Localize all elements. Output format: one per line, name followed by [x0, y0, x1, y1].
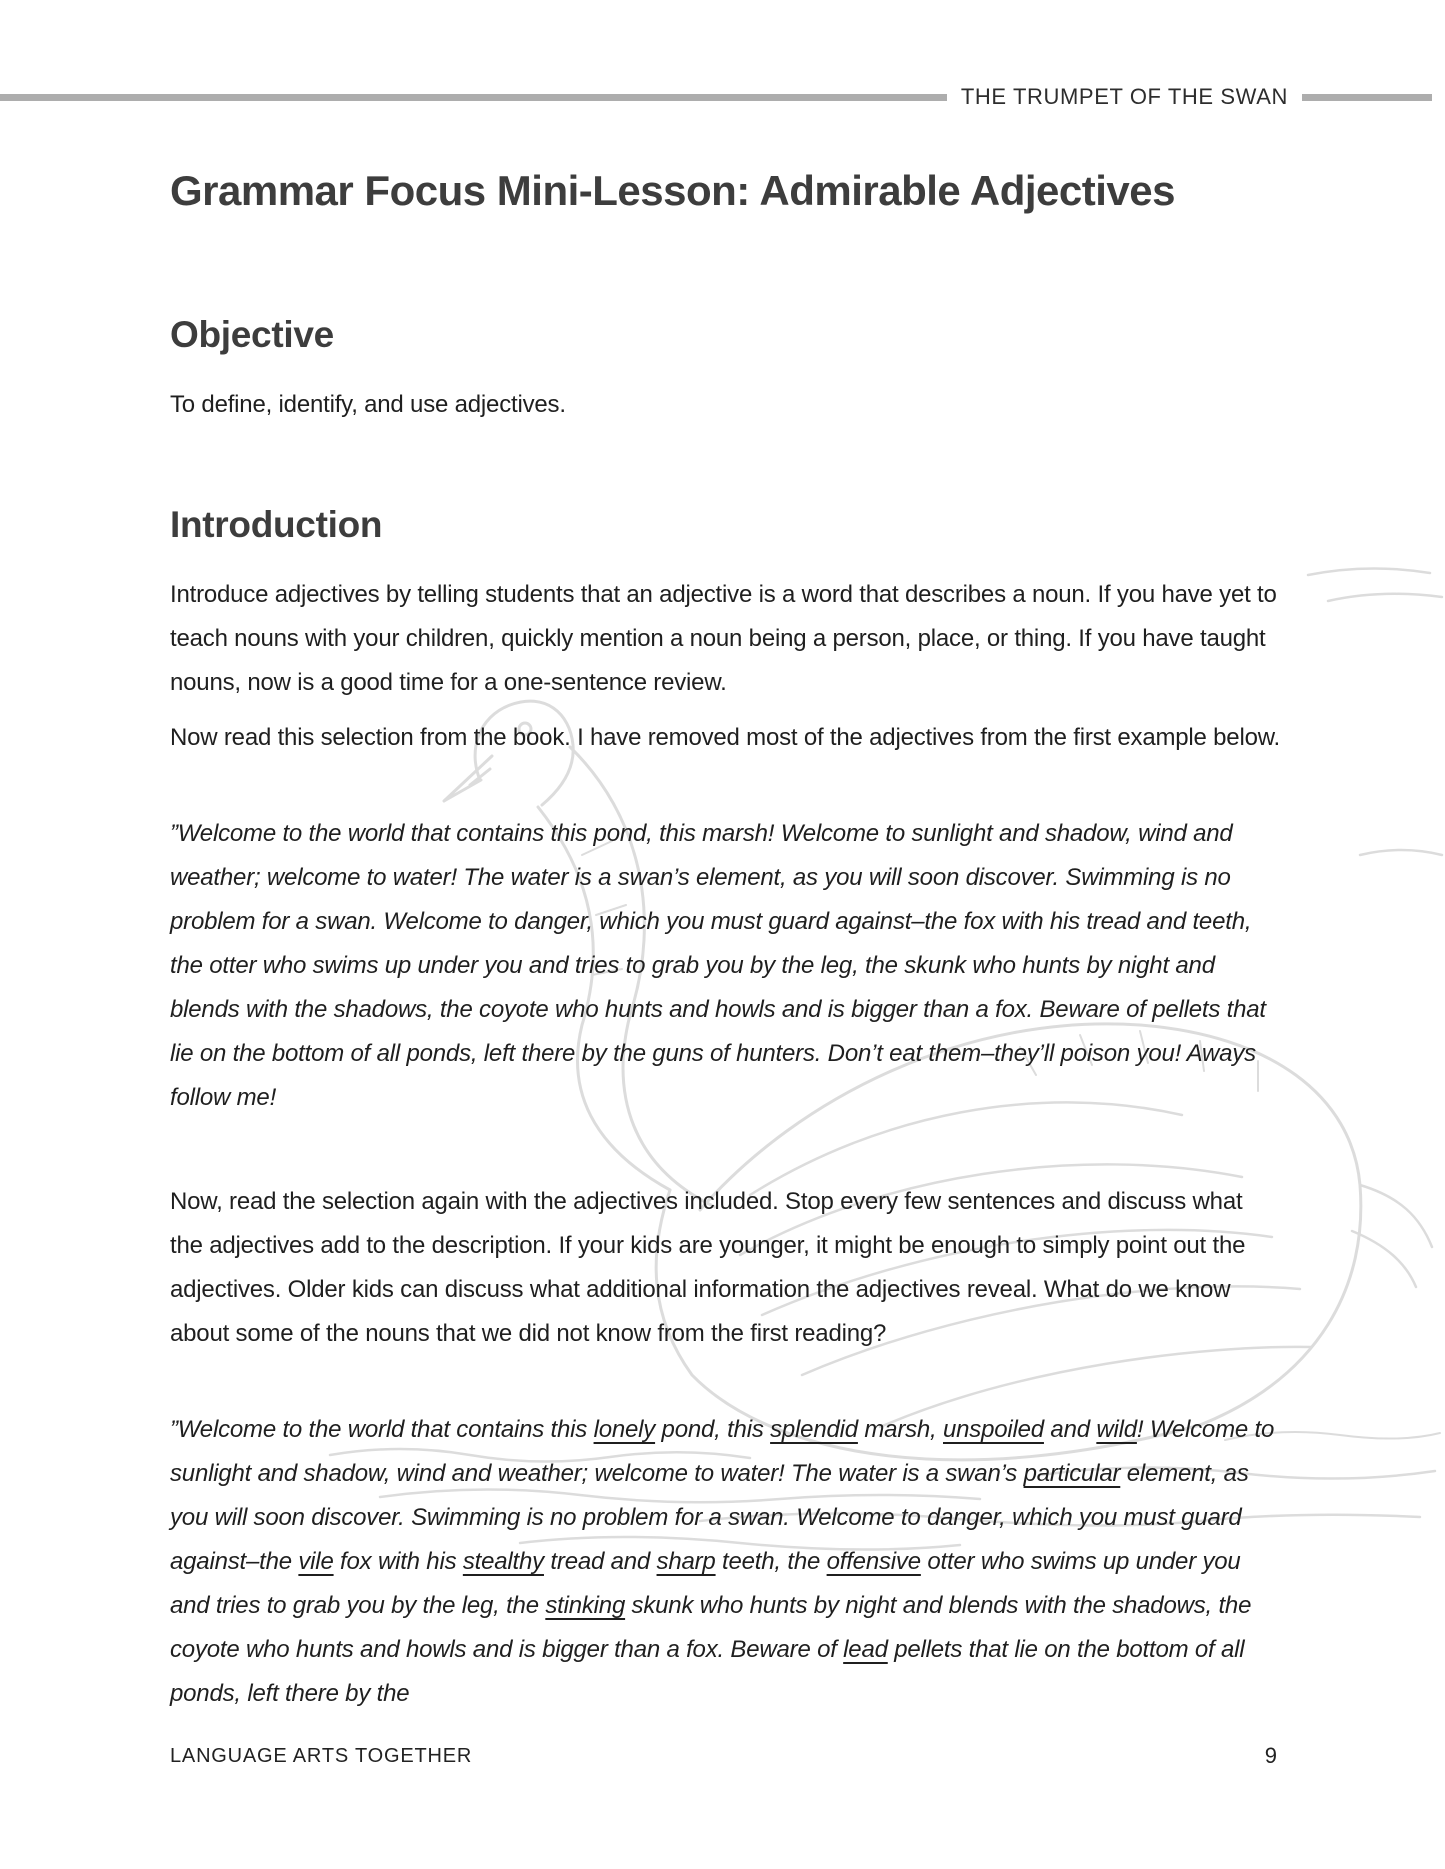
- introduction-paragraph-1: Introduce adjectives by telling students that an adjective is a word that describes a noun. If you have yet to teach nouns with your children, quickly mention a noun being a person, place, or thing. If you have taught nouns, now is a good time for a one-sentence review.: [170, 581, 1277, 696]
- objective-heading: Objective: [170, 314, 334, 355]
- underlined-adjective: wild: [1096, 1416, 1137, 1443]
- underlined-adjective: offensive: [826, 1548, 921, 1575]
- excerpt-text: and: [1043, 1416, 1097, 1443]
- excerpt-text: otter who swims up under you and tries to grab you by the leg, the: [170, 1548, 1241, 1619]
- underlined-adjective: lead: [843, 1636, 888, 1663]
- underlined-adjective: vile: [298, 1548, 334, 1575]
- underlined-adjective: sharp: [656, 1548, 716, 1575]
- excerpt-text: ”Welcome to the world that contains this: [170, 1416, 594, 1443]
- underlined-adjective: splendid: [770, 1416, 858, 1443]
- header-rule-right: [1302, 94, 1432, 101]
- running-head-book-title: THE TRUMPET OF THE SWAN: [960, 84, 1288, 109]
- page-header: [0, 84, 1445, 110]
- introduction-paragraph-2: Now read this selection from the book. I have removed most of the adjectives from the first example below.: [170, 724, 1280, 751]
- underlined-adjective: particular: [1023, 1460, 1121, 1487]
- objective-body: To define, identify, and use adjectives.: [170, 391, 566, 418]
- underlined-adjective: stealthy: [462, 1548, 544, 1575]
- excerpt-text: marsh,: [857, 1416, 943, 1443]
- excerpt-text: pond, this: [655, 1416, 771, 1443]
- introduction-paragraph-3: Now, read the selection again with the adjectives included. Stop every few sentences and discuss what the adjectives add to the description. If your kids are younger, it might be enough to simply point out the adjectives. Older kids can discuss what additional information the adjectives reveal. What do we know about some of the nouns that we did not know from the first reading?: [170, 1188, 1246, 1347]
- excerpt-text: fox with his: [333, 1548, 463, 1575]
- book-excerpt-with-adjectives: [170, 1408, 1280, 1716]
- page-title: Grammar Focus Mini-Lesson: Admirable Adjectives: [170, 167, 1175, 214]
- excerpt-text: ! Welcome to sunlight and shadow, wind and weather; welcome to water! The water is a swan’s: [170, 1416, 1275, 1487]
- footer-brand: LANGUAGE ARTS TOGETHER: [170, 1745, 473, 1767]
- excerpt-text: element, as you will soon discover. Swimming is no problem for a swan. Welcome to danger, which you must guard against–the: [170, 1460, 1249, 1575]
- underlined-adjective: stinking: [545, 1592, 626, 1619]
- excerpt-text: pellets that lie on the bottom of all ponds, left there by the: [170, 1636, 1245, 1707]
- book-excerpt-without-adjectives: ”Welcome to the world that contains this pond, this marsh! Welcome to sunlight and shadow, wind and weather; welcome to water! The water is a swan’s element, as you will soon discover. Swimming is no problem for a swan. Welcome to danger, which you must guard against–the fox with his tread and teeth, the otter who swims up under you and tries to grab you by the leg, the skunk who hunts by night and blends with the shadows, the coyote who hunts and howls and is bigger than a fox. Beware of pellets that lie on the bottom of all ponds, left there by the guns of hunters. Don’t eat them–they’ll poison you! Aways follow me!: [170, 820, 1266, 1111]
- introduction-heading: Introduction: [170, 504, 383, 545]
- excerpt-text: skunk who hunts by night and blends with the shadows, the coyote who hunts and howls and is bigger than a fox. Beware of: [170, 1592, 1252, 1663]
- excerpt-text: tread and: [543, 1548, 657, 1575]
- underlined-adjective: unspoiled: [943, 1416, 1044, 1443]
- page-number: 9: [1264, 1743, 1277, 1768]
- header-rule-left: [0, 94, 947, 101]
- underlined-adjective: lonely: [593, 1416, 656, 1443]
- excerpt-text: teeth, the: [715, 1548, 827, 1575]
